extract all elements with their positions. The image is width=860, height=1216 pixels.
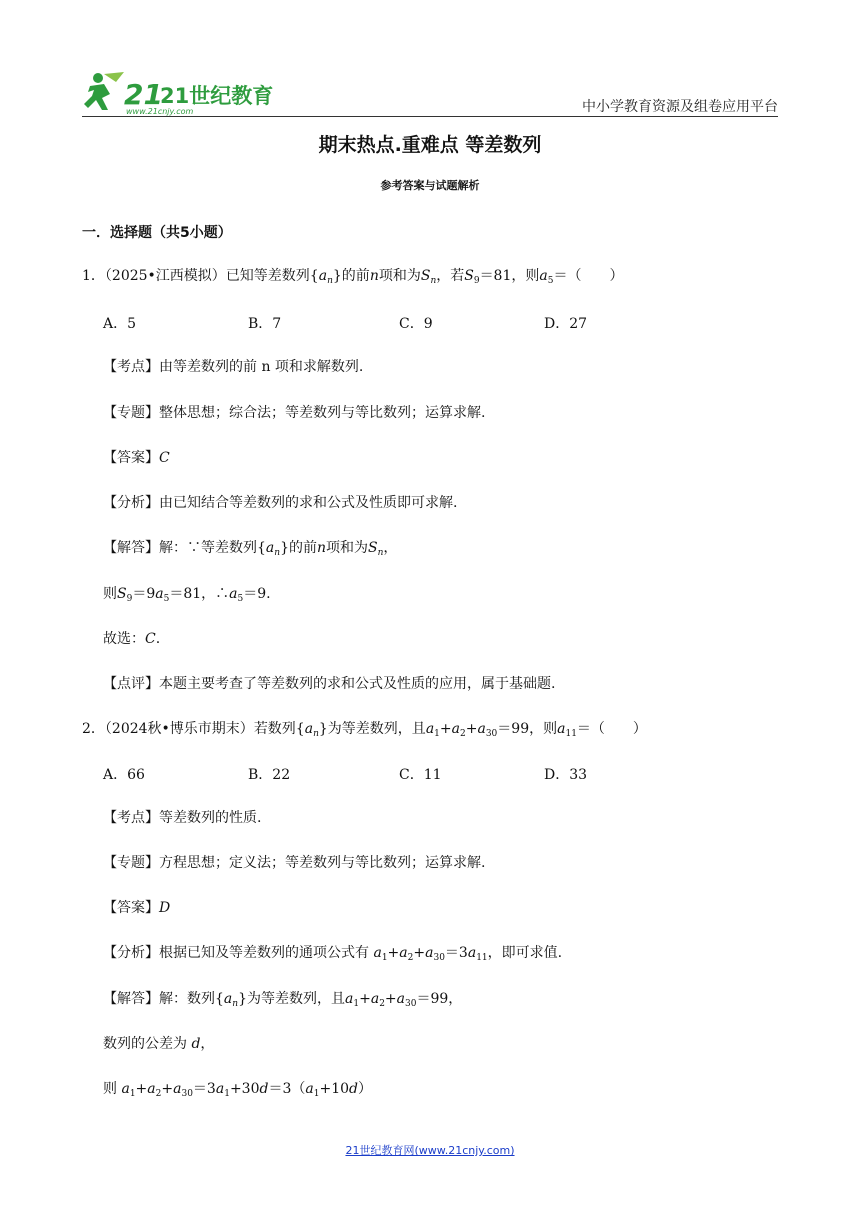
header-platform-text: 中小学教育资源及组卷应用平台 [582,99,778,115]
q1-jieda: 【解答】解：∵等差数列$\{a_n\}$的前n项和为$S_n$， [103,540,398,558]
q2-step-1: 则 $a_1+a_2+a_{30}=3a_1+30d=3(a_1+10d)$ [103,1081,372,1099]
q1-step-1: 则$S_9=9a_5=81$，$\therefore a_5=9$. [103,586,271,604]
footer-link[interactable]: 21世纪教育网(www.21cnjy.com) [345,1144,515,1157]
q2-option-b: B．22 [248,767,291,783]
logo [80,68,274,118]
q2-option-d: D．33 [544,767,588,783]
page-subtitle: 参考答案与试题解析 [380,179,480,192]
q2-jieda: 【解答】解：数列$\{a_n\}$为等差数列，且$a_1+a_2+a_{30}=99$， [103,991,463,1009]
q1-dianping: 【点评】本题主要考查了等差数列的求和公式及性质的应用，属于基础题. [103,676,556,692]
logo-text: 21世纪教育 [160,84,274,108]
q1-choice: 故选：C. [103,631,161,647]
q1-kaodian: 【考点】由等差数列的前 n 项和求解数列. [103,359,364,375]
footer [0,1142,860,1158]
logo-number: 21 [124,78,163,111]
question-2-stem: 2．（2024秋•博乐市期末）若数列$\{a_n\}$为等差数列，且$a_1+a_2+a_{30}=99$，则$a_{11}=$（ ） [82,721,647,739]
q1-option-c: C．9 [399,316,433,332]
q1-option-d: D．27 [544,316,588,332]
question-1-stem: 1．（2025•江西模拟）已知等差数列$\{a_n\}$的前n项和为$S_n$，若$S_9=81$，则$a_5=$（ ） [82,268,624,286]
q1-option-b: B．7 [248,316,282,332]
q2-fenxi: 【分析】根据已知及等差数列的通项公式有 $a_1+a_2+a_{30}=3a_{11}$，即可求值. [103,945,563,963]
header-divider [82,116,778,117]
section-heading: 一．选择题（共5小题） [82,225,232,241]
q1-answer: 【答案】C [103,450,170,466]
q2-answer: 【答案】D [103,900,171,916]
q2-kaodian: 【考点】等差数列的性质. [103,810,262,826]
page-title: 期末热点.重难点 等差数列 [318,134,542,156]
q1-fenxi: 【分析】由已知结合等差数列的求和公式及性质即可求解. [103,495,458,511]
q1-zhuanti: 【专题】整体思想；综合法；等差数列与等比数列；运算求解. [103,405,486,421]
q2-zhuanti: 【专题】方程思想；定义法；等差数列与等比数列；运算求解. [103,855,486,871]
q2-common-difference: 数列的公差为 d， [103,1036,215,1052]
logo-url: www.21cnjy.com [126,107,194,116]
q2-option-c: C．11 [399,767,442,783]
q2-option-a: A．66 [103,767,145,783]
q1-option-a: A．5 [103,316,137,332]
